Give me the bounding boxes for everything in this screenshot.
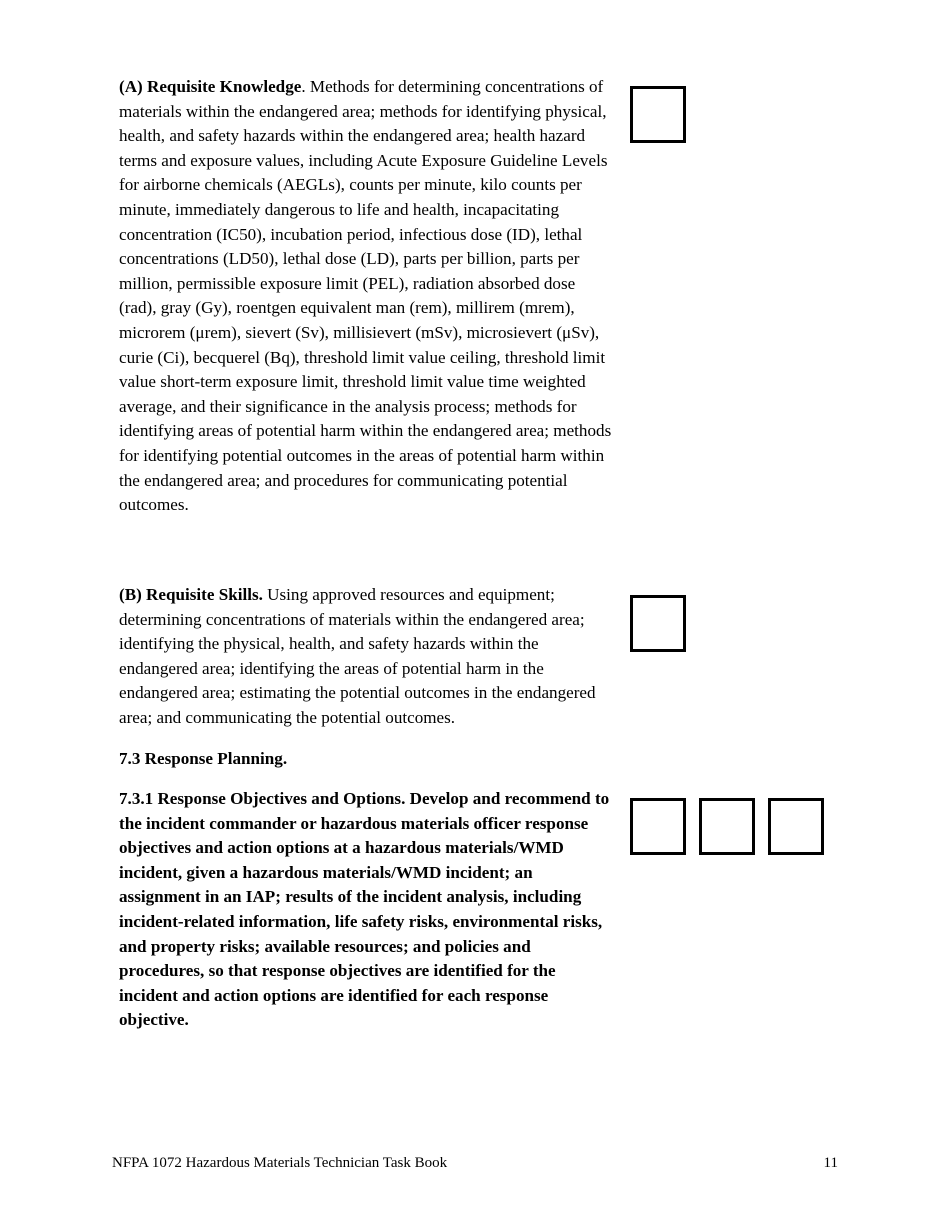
requisite-knowledge-paragraph (119, 75, 614, 518)
requisite-skills-checkbox[interactable] (630, 595, 686, 652)
requisite-skills-paragraph (119, 583, 614, 731)
page-number: 11 (823, 1155, 838, 1171)
requisite-skills-heading: (B) Requisite Skills. (119, 585, 263, 604)
response-objectives-checkbox-3[interactable] (768, 798, 824, 855)
response-objectives-checkbox-1[interactable] (630, 798, 686, 855)
response-objectives-text: 7.3.1 Response Objectives and Options. Develop and recommend to the incident commander or hazardous materials officer response objectives and action options at a hazardous materials/WMD incident, given a hazardous materials/WMD incident; an assignment in an IAP; results of the incident analysis, including incident-related information, life safety risks, environmental risks, and property risks; available resources; and policies and procedures, so that response objectives are identified for the incident and action options are identified for each response objective. (119, 789, 610, 1030)
requisite-knowledge-text: . Methods for determining concentrations of materials within the endangered area; methods for identifying physical, health, and safety hazards within the endangered area; health hazard terms and exposure values, including Acute Exposure Guideline Levels for airborne chemicals (AEGLs), counts per minute, kilo counts per minute, immediately dangerous to life and health, incapacitating concentration (IC50), incubation period, infectious dose (ID), lethal concentrations (LD50), lethal dose (LD), parts per billion, parts per million, permissible exposure limit (PEL), radiation absorbed dose (rad), gray (Gy), roentgen equivalent man (rem), millirem (mrem), microrem (μrem), sievert (Sv), millisievert (mSv), microsievert (μSv), curie (Ci), becquerel (Bq), threshold limit value ceiling, threshold limit value short-term exposure limit, threshold limit value time weighted average, and their significance in the analysis process; methods for identifying areas of potential harm within the endangered area; methods for identifying potential outcomes in the areas of potential harm within the endangered area; and procedures for communicating potential outcomes. (119, 77, 612, 515)
response-planning-heading: 7.3 Response Planning. (119, 749, 288, 768)
requisite-knowledge-section (119, 75, 614, 518)
requisite-skills-text: Using approved resources and equipment; determining concentrations of materials within the endangered area; identifying the physical, health, and safety hazards within the endangered area; identifying the areas of potential harm in the endangered area; estimating the potential outcomes in the endangered area; and communicating the potential outcomes. (119, 585, 596, 727)
footer-title: NFPA 1072 Hazardous Materials Technician Task Book (112, 1155, 448, 1171)
response-objectives-checkbox-2[interactable] (699, 798, 755, 855)
response-planning-section (119, 747, 614, 772)
requisite-knowledge-checkbox[interactable] (630, 86, 686, 143)
requisite-skills-section (119, 583, 614, 731)
requisite-knowledge-heading: (A) Requisite Knowledge (119, 77, 302, 96)
response-objectives-section (119, 787, 614, 1033)
